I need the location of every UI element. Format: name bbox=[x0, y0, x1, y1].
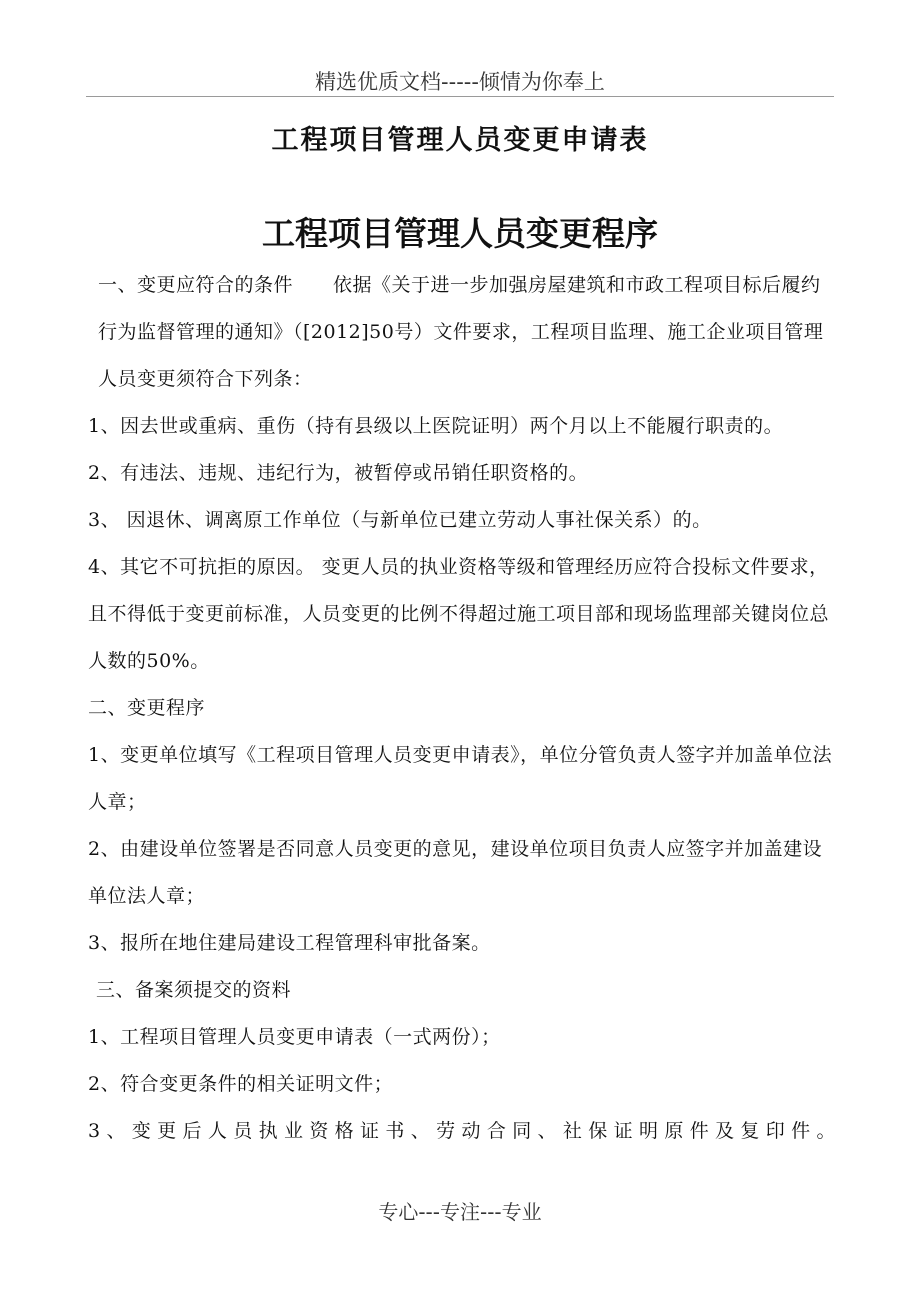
header-rule bbox=[86, 96, 834, 97]
section-1-item-1: 1、因去世或重病、重伤（持有县级以上医院证明）两个月以上不能履行职责的。 bbox=[88, 415, 784, 437]
section-1-item-3: 3、 因退休、调离原工作单位（与新单位已建立劳动人事社保关系）的。 bbox=[88, 509, 712, 531]
section-1-heading: 一、变更应符合的条件 bbox=[98, 274, 294, 296]
section-3-item-2: 2、符合变更条件的相关证明文件； bbox=[88, 1073, 394, 1095]
section-1-paragraph bbox=[88, 262, 836, 403]
document-body bbox=[88, 262, 836, 1155]
page-footer: 专心---专注---专业 bbox=[378, 1200, 542, 1224]
section-2-item-2: 2、由建设单位签署是否同意人员变更的意见，建设单位项目负责人应签字并加盖建设单位法人章； bbox=[88, 838, 823, 907]
document-title: 工程项目管理人员变更申请表 bbox=[271, 125, 649, 156]
section-3-item-3: 3、变更后人员执业资格证书、劳动合同、社保证明原件及复印件。 bbox=[88, 1120, 836, 1142]
section-3-heading: 三、备案须提交的资料 bbox=[96, 979, 292, 1001]
section-1-item-4: 4、其它不可抗拒的原因。 变更人员的执业资格等级和管理经历应符合投标文件要求，且不得低于变更前标准，人员变更的比例不得超过施工项目部和现场监理部关键岗位总人数的50%。 bbox=[88, 556, 830, 672]
section-2-item-3: 3、报所在地住建局建设工程管理科审批备案。 bbox=[88, 932, 491, 954]
section-1-item-2: 2、有违法、违规、违纪行为，被暂停或吊销任职资格的。 bbox=[88, 462, 589, 484]
document-subtitle: 工程项目管理人员变更程序 bbox=[262, 214, 658, 253]
page-header: 精选优质文档-----倾情为你奉上 bbox=[315, 70, 605, 94]
section-2-item-1: 1、变更单位填写《工程项目管理人员变更申请表》，单位分管负责人签字并加盖单位法人章； bbox=[88, 744, 833, 813]
section-3-item-1: 1、工程项目管理人员变更申请表（一式两份）； bbox=[88, 1026, 501, 1048]
section-2-heading: 二、变更程序 bbox=[88, 697, 206, 719]
section-1-intro: 依据《关于进一步加强房屋建筑和市政工程项目标后履约行为监督管理的通知》（[2012]50号）文件要求，工程项目监理、施工企业项目管理人员变更须符合下列条： bbox=[98, 274, 824, 390]
